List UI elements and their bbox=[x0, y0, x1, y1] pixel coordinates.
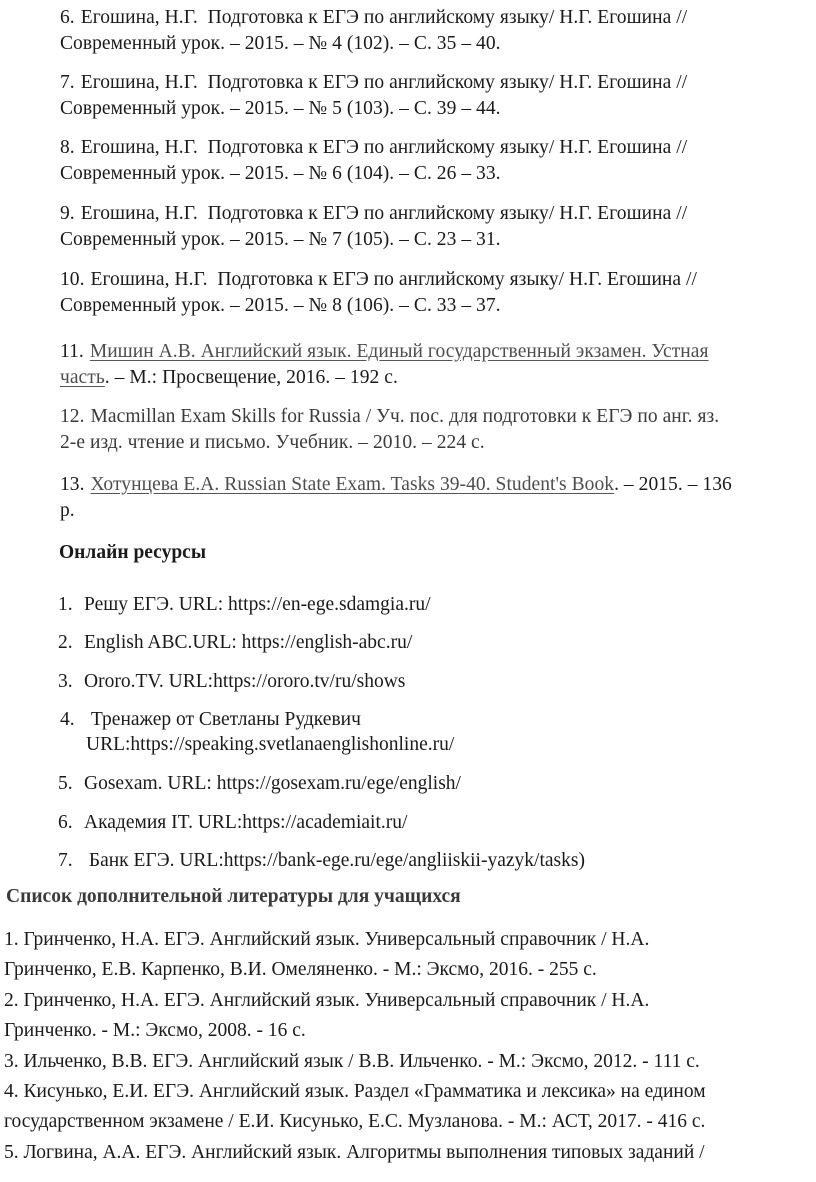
additional-literature-list bbox=[4, 925, 812, 1168]
online-resource-item bbox=[58, 669, 405, 694]
online-resource-url: URL:https://speaking.svetlanaenglishonline.ru/ bbox=[86, 734, 455, 755]
bib-line: 1. Гринченко, Н.А. ЕГЭ. Английский язык. Универсальный справочник / Н.А. bbox=[4, 929, 650, 950]
reference-line: 8. Егошина, Н.Г. Подготовка к ЕГЭ по английскому языку/ Н.Г. Егошина // bbox=[4, 135, 812, 161]
reference-text-line2: р. bbox=[60, 499, 75, 521]
list-number: 4. bbox=[60, 709, 75, 730]
reference-11-link-cont[interactable]: часть bbox=[60, 366, 105, 388]
online-resource-text: Тренажер от Светланы Рудкевич bbox=[86, 709, 361, 730]
bib-line: 2. Гринченко, Н.А. ЕГЭ. Английский язык. Универсальный справочник / Н.А. bbox=[4, 989, 650, 1011]
bib-line: 3. Ильченко, В.В. ЕГЭ. Английский язык / В.В. Ильченко. - М.: Эксмо, 2012. - 111 с. bbox=[4, 1050, 700, 1072]
online-resource-text: Ororo.TV. URL:https://ororo.tv/ru/shows bbox=[84, 671, 406, 692]
reference-text-line1: Macmillan Exam Skills for Russia / Уч. пос. для подготовки к ЕГЭ по анг. яз. bbox=[90, 406, 720, 427]
reference-item-7 bbox=[4, 70, 812, 121]
reference-item-11 bbox=[4, 339, 812, 390]
online-resource-item bbox=[58, 592, 431, 617]
reference-11-link[interactable]: Мишин А.В. Английский язык. Единый государственный экзамен. Устная bbox=[89, 341, 709, 362]
reference-line: 7. Егошина, Н.Г. Подготовка к ЕГЭ по английскому языку/ Н.Г. Егошина // bbox=[4, 70, 812, 96]
additional-literature-heading: Список дополнительной литературы для учащихся bbox=[6, 886, 461, 907]
reference-item-6 bbox=[4, 5, 812, 56]
bib-line: 5. Логвина, А.А. ЕГЭ. Английский язык. Алгоритмы выполнения типовых заданий / bbox=[4, 1141, 705, 1163]
online-resource-text: Академия IT. URL:https://academiait.ru/ bbox=[84, 812, 408, 833]
reference-line: 11. Мишин А.В. Английский язык. Единый государственный экзамен. Устная bbox=[4, 339, 812, 365]
reference-line: 6. Егошина, Н.Г. Подготовка к ЕГЭ по английскому языку/ Н.Г. Егошина // bbox=[4, 5, 812, 31]
list-number: 1. bbox=[58, 594, 73, 615]
reference-text-line2: Современный урок. – 2015. – № 7 (105). – С. 23 – 31. bbox=[60, 228, 501, 250]
reference-line: 9. Егошина, Н.Г. Подготовка к ЕГЭ по английскому языку/ Н.Г. Егошина // bbox=[4, 201, 812, 227]
list-number: 6. bbox=[58, 812, 73, 833]
reference-13-link[interactable]: Хотунцева Е.А. Russian State Exam. Tasks 39-40. Student's Book bbox=[90, 474, 615, 495]
reference-text-line1: Егошина, Н.Г. Подготовка к ЕГЭ по английскому языку/ Н.Г. Егошина // bbox=[80, 203, 688, 224]
reference-line: 13. Хотунцева Е.А. Russian State Exam. Tasks 39-40. Student's Book . – 2015. – 136 bbox=[4, 472, 812, 498]
online-resource-item bbox=[58, 810, 407, 835]
reference-item-12 bbox=[4, 404, 812, 455]
reference-text-line1: Егошина, Н.Г. Подготовка к ЕГЭ по английскому языку/ Н.Г. Егошина // bbox=[80, 7, 688, 28]
list-number: 5. bbox=[58, 773, 73, 794]
reference-13-tail: . – 2015. – 136 bbox=[614, 474, 732, 495]
list-number: 3. bbox=[58, 671, 73, 692]
online-resource-item bbox=[58, 848, 585, 873]
reference-text-line2: Современный урок. – 2015. – № 8 (106). – С. 33 – 37. bbox=[60, 294, 501, 316]
online-resource-text: English ABC.URL: https://english-abc.ru/ bbox=[84, 632, 413, 653]
online-resources-heading: Онлайн ресурсы bbox=[59, 542, 207, 563]
online-resource-text: Решу ЕГЭ. URL: https://en-ege.sdamgia.ru/ bbox=[84, 594, 431, 615]
bib-line: 4. Кисунько, Е.И. ЕГЭ. Английский язык. Раздел «Грамматика и лексика» на едином bbox=[4, 1081, 706, 1103]
reference-item-10 bbox=[4, 267, 812, 318]
list-number: 7. bbox=[58, 850, 73, 871]
bib-line: Гринченко. - М.: Эксмо, 2008. - 16 с. bbox=[4, 1020, 306, 1042]
bib-line: Гринченко, Е.В. Карпенко, В.И. Омеляненко. - М.: Эксмо, 2016. - 255 с. bbox=[4, 959, 597, 981]
reference-text-line2: Современный урок. – 2015. – № 4 (102). – С. 35 – 40. bbox=[60, 32, 501, 54]
reference-line: 10. Егошина, Н.Г. Подготовка к ЕГЭ по английскому языку/ Н.Г. Егошина // bbox=[4, 267, 812, 293]
reference-text-line1: Егошина, Н.Г. Подготовка к ЕГЭ по английскому языку/ Н.Г. Егошина // bbox=[90, 269, 697, 290]
online-resource-item bbox=[60, 707, 454, 757]
reference-item-9 bbox=[4, 201, 812, 252]
reference-text-line1: Егошина, Н.Г. Подготовка к ЕГЭ по английскому языку/ Н.Г. Егошина // bbox=[80, 72, 688, 93]
reference-text-line2: 2-е изд. чтение и письмо. Учебник. – 2010. – 224 с. bbox=[60, 431, 485, 453]
online-resource-item bbox=[58, 630, 412, 655]
reference-line: 12. Macmillan Exam Skills for Russia / Уч. пос. для подготовки к ЕГЭ по анг. яз. bbox=[4, 404, 812, 430]
reference-11-tail: . – М.: Просвещение, 2016. – 192 с. bbox=[104, 366, 398, 388]
reference-item-8 bbox=[4, 135, 812, 186]
bib-line: государственном экзамене / Е.И. Кисунько, Е.С. Музланова. - М.: АСТ, 2017. - 416 с. bbox=[4, 1111, 706, 1133]
reference-text-line1: Егошина, Н.Г. Подготовка к ЕГЭ по английскому языку/ Н.Г. Егошина // bbox=[80, 137, 688, 158]
list-number: 2. bbox=[58, 632, 73, 653]
online-resource-item bbox=[58, 771, 461, 796]
reference-text-line2: Современный урок. – 2015. – № 5 (103). – С. 39 – 44. bbox=[60, 97, 501, 119]
online-resource-text: Банк ЕГЭ. URL:https://bank-ege.ru/ege/angliiskii-yazyk/tasks) bbox=[84, 850, 585, 871]
online-resource-text: Gosexam. URL: https://gosexam.ru/ege/english/ bbox=[84, 773, 461, 794]
reference-item-13 bbox=[4, 472, 812, 523]
reference-text-line2: Современный урок. – 2015. – № 6 (104). – С. 26 – 33. bbox=[60, 162, 501, 184]
reference-text-line2 bbox=[4, 365, 812, 391]
